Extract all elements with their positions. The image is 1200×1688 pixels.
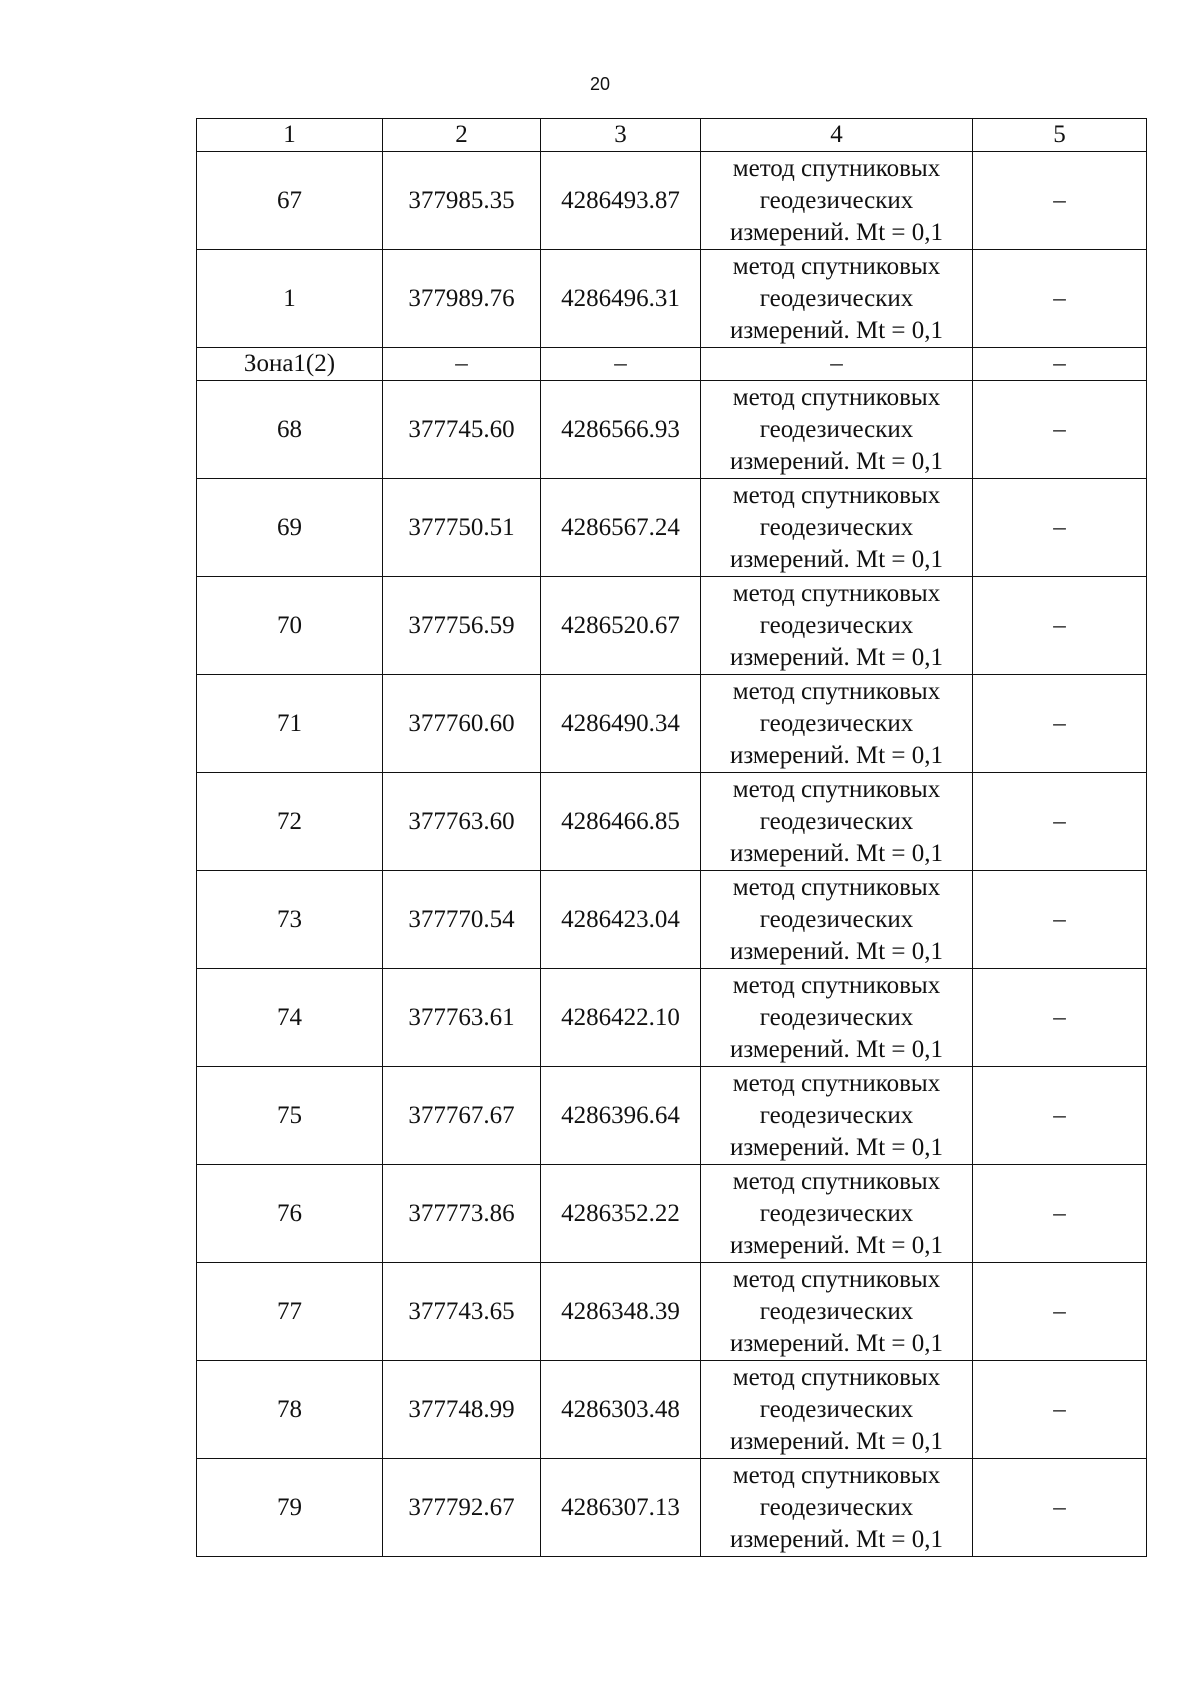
method-line3: измерений. Mt = 0,1: [729, 1035, 944, 1063]
point-number-cell: 72: [197, 773, 383, 871]
method-line3: измерений. Mt = 0,1: [729, 839, 944, 867]
x-coordinate-cell: 377743.65: [383, 1263, 541, 1361]
point-number-cell: 67: [197, 152, 383, 250]
point-number-cell: 75: [197, 1067, 383, 1165]
note-cell: –: [973, 1263, 1147, 1361]
method-line3: измерений. Mt = 0,1: [729, 316, 944, 344]
header-cell-2: 2: [383, 119, 541, 152]
y-coordinate-cell: 4286396.64: [541, 1067, 701, 1165]
y-coordinate-cell: 4286496.31: [541, 250, 701, 348]
method-line1: метод спутниковых: [732, 252, 941, 280]
point-number-cell: 69: [197, 479, 383, 577]
method-cell: [701, 152, 973, 250]
method-cell: [701, 1067, 973, 1165]
method-cell: [701, 1459, 973, 1557]
method-line1: метод спутниковых: [732, 383, 941, 411]
method-line3: измерений. Mt = 0,1: [729, 218, 944, 246]
method-line1: метод спутниковых: [732, 1363, 941, 1391]
method-cell: [701, 381, 973, 479]
method-line3: измерений. Mt = 0,1: [729, 1133, 944, 1161]
x-coordinate-cell: 377773.86: [383, 1165, 541, 1263]
page-number: 20: [589, 74, 611, 94]
method-cell: [701, 1263, 973, 1361]
note-cell: –: [973, 675, 1147, 773]
header-row: [197, 119, 1147, 152]
table-row: [197, 381, 1147, 479]
method-cell: [701, 675, 973, 773]
method-cell: [701, 871, 973, 969]
y-coordinate-cell: 4286307.13: [541, 1459, 701, 1557]
table-row: [197, 871, 1147, 969]
method-cell: [701, 969, 973, 1067]
method-cell: [701, 479, 973, 577]
method-line2: геодезических: [759, 1101, 914, 1129]
y-coordinate-cell: 4286567.24: [541, 479, 701, 577]
x-coordinate-cell: 377750.51: [383, 479, 541, 577]
method-line2: геодезических: [759, 1297, 914, 1325]
point-number-cell: 73: [197, 871, 383, 969]
x-coordinate-cell: 377770.54: [383, 871, 541, 969]
table-row: [197, 577, 1147, 675]
method-line3: измерений. Mt = 0,1: [729, 447, 944, 475]
method-line2: геодезических: [759, 284, 914, 312]
method-line3: измерений. Mt = 0,1: [729, 545, 944, 573]
x-coordinate-cell: 377756.59: [383, 577, 541, 675]
method-line2: геодезических: [759, 513, 914, 541]
method-line3: измерений. Mt = 0,1: [729, 741, 944, 769]
note-cell: –: [973, 381, 1147, 479]
table-row: [197, 969, 1147, 1067]
note-cell: –: [973, 1165, 1147, 1263]
x-coordinate-cell: 377763.61: [383, 969, 541, 1067]
x-coordinate-cell: 377760.60: [383, 675, 541, 773]
method-line1: метод спутниковых: [732, 873, 941, 901]
method-cell: [701, 250, 973, 348]
y-coordinate-cell: 4286423.04: [541, 871, 701, 969]
point-number-cell: 68: [197, 381, 383, 479]
method-line2: геодезических: [759, 611, 914, 639]
table-row: [197, 1067, 1147, 1165]
method-line2: геодезических: [759, 807, 914, 835]
y-coordinate-cell: 4286566.93: [541, 381, 701, 479]
point-number-cell: 77: [197, 1263, 383, 1361]
y-coordinate-cell: 4286466.85: [541, 773, 701, 871]
zone-dash-cell: –: [541, 348, 701, 381]
note-cell: –: [973, 577, 1147, 675]
x-coordinate-cell: 377767.67: [383, 1067, 541, 1165]
note-cell: –: [973, 773, 1147, 871]
point-number-cell: 78: [197, 1361, 383, 1459]
method-line3: измерений. Mt = 0,1: [729, 937, 944, 965]
method-line2: геодезических: [759, 1199, 914, 1227]
y-coordinate-cell: 4286520.67: [541, 577, 701, 675]
y-coordinate-cell: 4286422.10: [541, 969, 701, 1067]
note-cell: –: [973, 1459, 1147, 1557]
point-number-cell: 1: [197, 250, 383, 348]
note-cell: –: [973, 969, 1147, 1067]
method-line1: метод спутниковых: [732, 775, 941, 803]
method-line3: измерений. Mt = 0,1: [729, 1525, 944, 1553]
table-row: [197, 250, 1147, 348]
table-row: [197, 675, 1147, 773]
table-row: [197, 1361, 1147, 1459]
method-line2: геодезических: [759, 1493, 914, 1521]
note-cell: –: [973, 1067, 1147, 1165]
y-coordinate-cell: 4286303.48: [541, 1361, 701, 1459]
x-coordinate-cell: 377763.60: [383, 773, 541, 871]
table-row: [197, 152, 1147, 250]
method-line1: метод спутниковых: [732, 677, 941, 705]
table-row: [197, 1459, 1147, 1557]
method-cell: [701, 577, 973, 675]
method-line3: измерений. Mt = 0,1: [729, 1427, 944, 1455]
x-coordinate-cell: 377985.35: [383, 152, 541, 250]
y-coordinate-cell: 4286493.87: [541, 152, 701, 250]
point-number-cell: 76: [197, 1165, 383, 1263]
method-line1: метод спутниковых: [732, 154, 941, 182]
method-line2: геодезических: [759, 1395, 914, 1423]
method-line2: геодезических: [759, 186, 914, 214]
point-number-cell: 70: [197, 577, 383, 675]
point-number-cell: 71: [197, 675, 383, 773]
note-cell: –: [973, 871, 1147, 969]
method-line3: измерений. Mt = 0,1: [729, 1231, 944, 1259]
y-coordinate-cell: 4286348.39: [541, 1263, 701, 1361]
zone-dash-cell: –: [701, 348, 973, 381]
point-number-cell: 74: [197, 969, 383, 1067]
method-cell: [701, 773, 973, 871]
method-line3: измерений. Mt = 0,1: [729, 643, 944, 671]
header-cell-3: 3: [541, 119, 701, 152]
note-cell: –: [973, 479, 1147, 577]
y-coordinate-cell: 4286352.22: [541, 1165, 701, 1263]
note-cell: –: [973, 1361, 1147, 1459]
x-coordinate-cell: 377792.67: [383, 1459, 541, 1557]
table-row: [197, 1165, 1147, 1263]
method-line2: геодезических: [759, 415, 914, 443]
zone-row: [197, 348, 1147, 381]
method-line1: метод спутниковых: [732, 1461, 941, 1489]
method-line2: геодезических: [759, 1003, 914, 1031]
x-coordinate-cell: 377989.76: [383, 250, 541, 348]
method-line2: геодезических: [759, 709, 914, 737]
y-coordinate-cell: 4286490.34: [541, 675, 701, 773]
coordinates-table: [196, 118, 1147, 1557]
method-cell: [701, 1165, 973, 1263]
method-line1: метод спутниковых: [732, 971, 941, 999]
header-cell-4: 4: [701, 119, 973, 152]
x-coordinate-cell: 377745.60: [383, 381, 541, 479]
table-row: [197, 1263, 1147, 1361]
method-line1: метод спутниковых: [732, 481, 941, 509]
x-coordinate-cell: 377748.99: [383, 1361, 541, 1459]
method-cell: [701, 1361, 973, 1459]
note-cell: –: [973, 250, 1147, 348]
method-line3: измерений. Mt = 0,1: [729, 1329, 944, 1357]
zone-label-cell: Зона1(2): [197, 348, 383, 381]
point-number-cell: 79: [197, 1459, 383, 1557]
zone-dash-cell: –: [973, 348, 1147, 381]
zone-dash-cell: –: [383, 348, 541, 381]
method-line1: метод спутниковых: [732, 1265, 941, 1293]
method-line1: метод спутниковых: [732, 1069, 941, 1097]
note-cell: –: [973, 152, 1147, 250]
table-body: [197, 119, 1147, 1557]
method-line1: метод спутниковых: [732, 1167, 941, 1195]
header-cell-5: 5: [973, 119, 1147, 152]
table-row: [197, 479, 1147, 577]
method-line2: геодезических: [759, 905, 914, 933]
header-cell-1: 1: [197, 119, 383, 152]
method-line1: метод спутниковых: [732, 579, 941, 607]
table-row: [197, 773, 1147, 871]
